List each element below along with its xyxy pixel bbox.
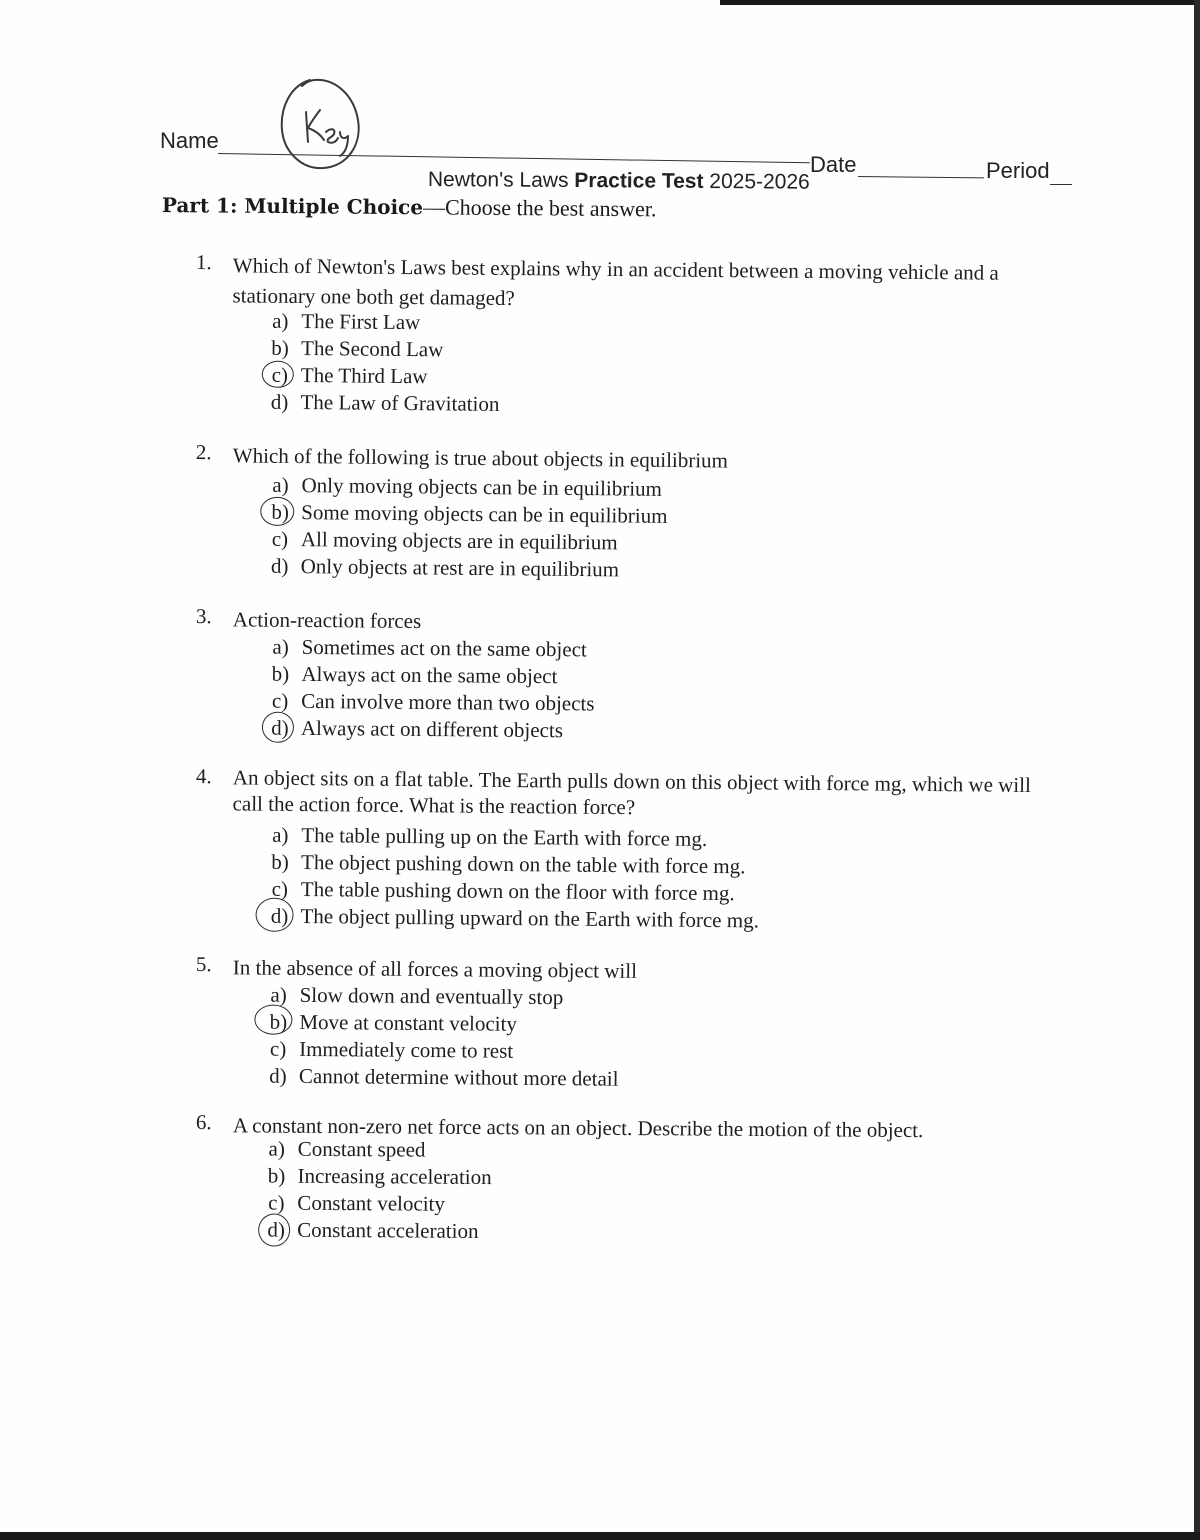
question-number: 5. <box>195 952 212 977</box>
answer-circle-mark <box>258 1213 290 1246</box>
date-label: Date <box>810 152 857 177</box>
question-4: 4. An object sits on a flat table. The Earth pulls down on this object with force mg, which we will call the action force. What is the reaction force? a) The table pulling up on the Earth with force mg. b) The object pushing down on the table with force mg. c) The table pushing down on the floor with force mg. d) The object pulling upward on the Earth with force mg. <box>0 762 1200 774</box>
question-number: 1. <box>195 250 212 275</box>
answer-circle-mark <box>262 712 294 743</box>
scan-edge-bottom <box>0 1532 1200 1540</box>
title-suffix: 2025-2026 <box>703 169 810 194</box>
date-line <box>858 176 984 178</box>
question-text: In the absence of all forces a moving object will <box>232 955 638 983</box>
question-2: 2. Which of the following is true about objects in equilibrium a) Only moving objects can be in equilibrium b) Some moving objects can be in equilibrium c) All moving objects are in equilibrium d) Only objects at rest are in equilibrium <box>0 438 1200 451</box>
scan-edge-top <box>720 0 1200 5</box>
question-number: 3. <box>195 604 212 629</box>
title-bold: Practice Test <box>574 169 704 193</box>
question-1: 1. Which of Newton's Laws best explains why in an accident between a moving vehicle and a stationary one both get damaged? a) The First Law b) The Second Law c) The Third Law d) The Law of Gravitation <box>0 248 1200 260</box>
question-number: 4. <box>195 764 212 789</box>
question-6: 6. A constant non-zero net force acts on an object. Describe the motion of the object. a) Constant speed b) Increasing acceleration c) Constant velocity d) Constant acceleration <box>0 1109 1200 1117</box>
period-line <box>1050 184 1072 185</box>
part-1-heading <box>162 192 657 222</box>
question-number: 2. <box>195 440 212 465</box>
question-text: An object sits on a flat table. The Earth pulls down on this object with force mg, which we will call the action force. What is the reaction force? <box>232 765 1031 820</box>
test-title <box>428 168 810 195</box>
question-text: Which of Newton's Laws best explains why in an accident between a moving vehicle and a stationary one both get damaged? <box>232 253 999 311</box>
question-number: 6. <box>195 1110 212 1135</box>
question-text: Which of the following is true about objects in equilibrium <box>232 443 729 473</box>
scan-edge-right <box>1194 0 1200 1540</box>
title-prefix: Newton's Laws <box>427 168 575 193</box>
answer-circle-mark <box>254 1005 292 1035</box>
part-1-heading-rest: —Choose the best answer. <box>422 194 657 222</box>
answer-circle-mark <box>260 497 294 526</box>
period-label: Period <box>986 158 1050 183</box>
question-3: 3. Action-reaction forces a) Sometimes act on the same object b) Always act on the same object c) Can involve more than two objects d) Always act on different objects <box>0 602 1200 612</box>
key-handwriting-icon <box>270 72 370 182</box>
question-text: A constant non-zero net force acts on an object. Describe the motion of the object. <box>232 1113 924 1143</box>
name-label: Name <box>160 128 219 153</box>
question-text: Action-reaction forces <box>232 607 422 633</box>
question-5: 5. In the absence of all forces a moving object will a) Slow down and eventually stop b) Move at constant velocity c) Immediately come to rest d) Cannot determine without more detail <box>0 950 1200 960</box>
part-1-heading-bold: Part 1: Multiple Choice <box>161 192 424 220</box>
answer-circle-mark <box>262 361 294 388</box>
answer-circle-mark <box>255 898 293 932</box>
